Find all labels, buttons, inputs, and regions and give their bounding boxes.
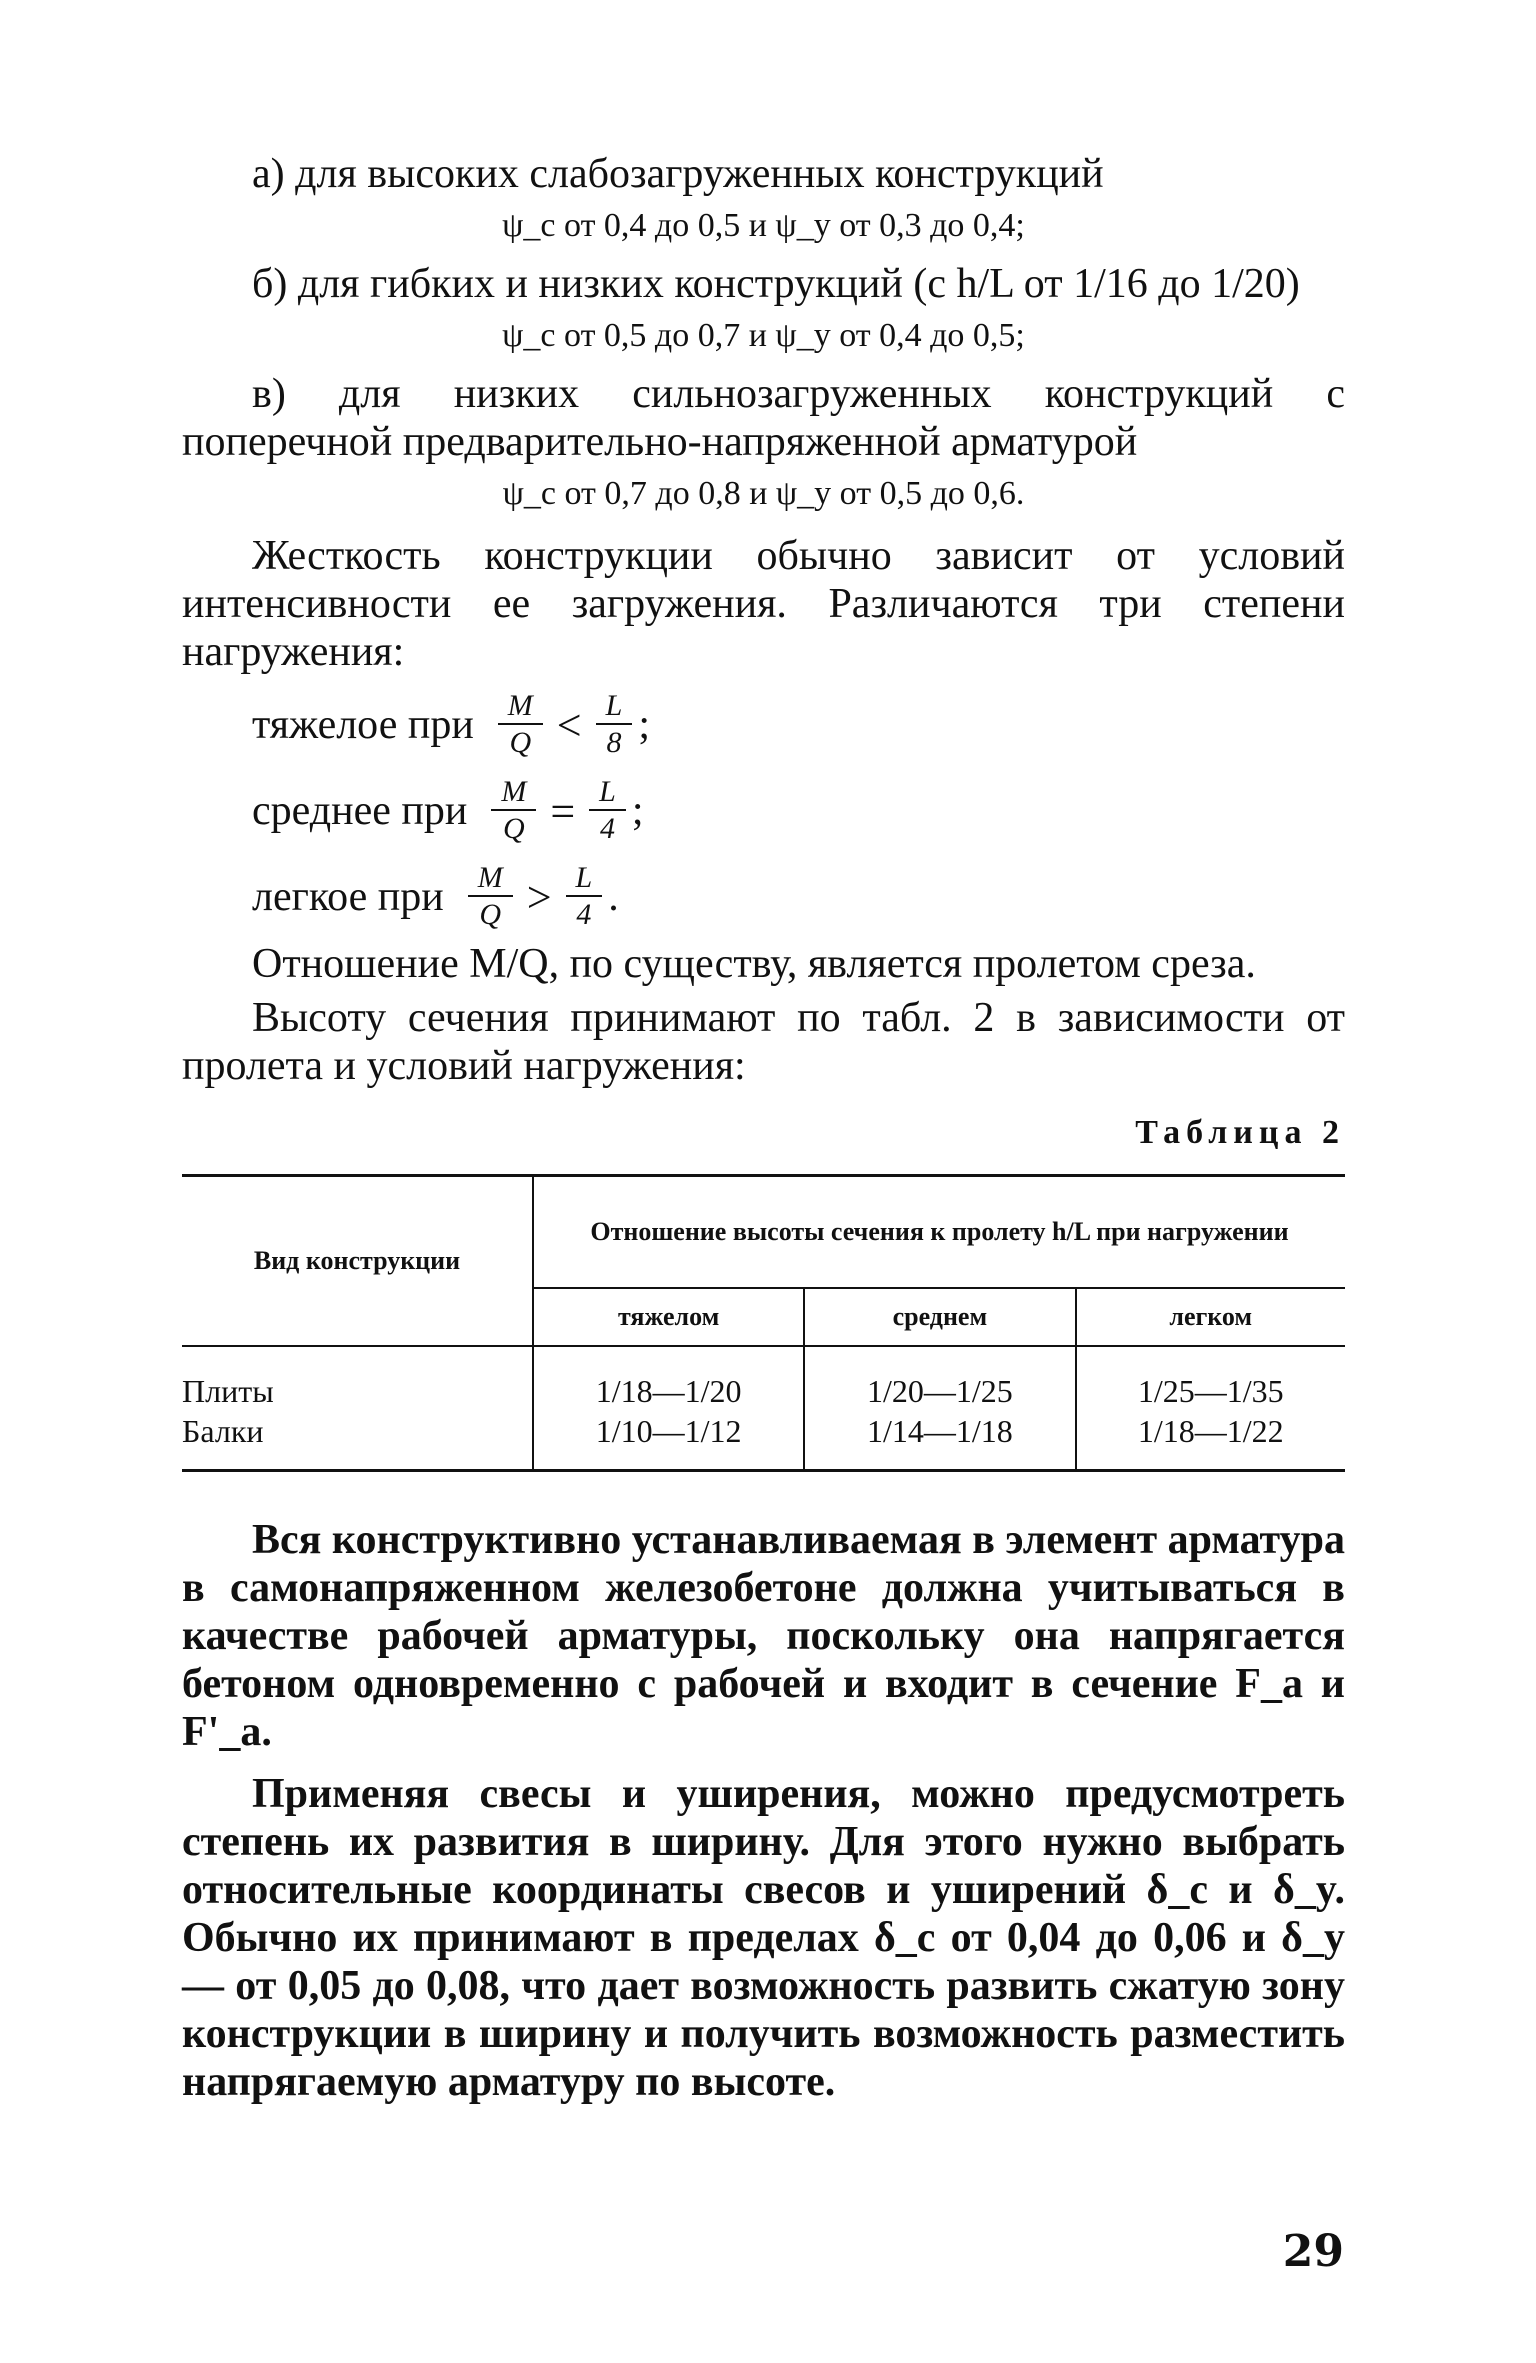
denominator: Q: [509, 726, 532, 759]
column-header-light: легком: [1076, 1288, 1345, 1346]
table-cell-light: [1076, 1346, 1345, 1471]
numerator: M: [491, 775, 536, 811]
table-cell-names: [182, 1346, 533, 1471]
list-item-a: а) для высоких слабозагруженных конструкций: [252, 151, 1104, 197]
denominator: 4: [599, 812, 615, 845]
column-header-heavy: тяжелом: [533, 1288, 804, 1346]
denominator: Q: [502, 812, 525, 845]
relation-sign: <: [556, 700, 582, 750]
column-header-medium: среднем: [804, 1288, 1075, 1346]
condition-b: ψ_c от 0,5 до 0,7 и ψ_y от 0,4 до 0,5;: [502, 317, 1025, 354]
table-cell-medium: [804, 1346, 1075, 1471]
relation-sign: >: [526, 872, 552, 922]
list-item-b: б) для гибких и низких конструкций (с h/L от 1/16 до 1/20): [252, 261, 1300, 307]
paragraph-shear-span: Отношение M/Q, по существу, является пролетом среза.: [252, 941, 1256, 987]
paragraph-overhangs: Применяя свесы и уширения, можно предусмотреть степень их развития в ширину. Для этого нужно выбрать относительные координаты свесов и уширений δ_c и δ_y. Обычно их принимают в пределах δ_c от 0,04 до 0,06 и δ_y — от 0,05 до 0,08, что дает возможность развить сжатую зону конструкции в ширину и получить возможность разместить напрягаемую арматуру по высоте.: [182, 1771, 1345, 2105]
condition-c: ψ_c от 0,7 до 0,8 и ψ_y от 0,5 до 0,6.: [502, 475, 1025, 512]
value: 1/14—1/18: [867, 1413, 1013, 1449]
table-row: [182, 1346, 1345, 1471]
table-cell-heavy: [533, 1346, 804, 1471]
row-name-slabs: Плиты: [182, 1373, 274, 1409]
denominator: 4: [576, 898, 592, 931]
ratio-label: среднее при: [252, 788, 468, 834]
group-header: Отношение высоты сечения к пролету h/L при нагружении: [533, 1176, 1345, 1289]
fraction: [589, 775, 626, 847]
page-content: [182, 150, 1345, 2106]
paragraph-height: Высоту сечения принимают по табл. 2 в зависимости от пролета и условий нагружения:: [182, 995, 1345, 1089]
value: 1/20—1/25: [867, 1373, 1013, 1409]
column-header-type: Вид конструкции: [253, 1246, 461, 1275]
value: 1/18—1/22: [1137, 1413, 1284, 1449]
condition-a: ψ_c от 0,4 до 0,5 и ψ_y от 0,3 до 0,4;: [502, 207, 1025, 244]
fraction: [498, 689, 543, 761]
ratio-light: [182, 854, 1345, 940]
ratio-label: тяжелое при: [252, 702, 474, 748]
fraction: [596, 689, 633, 761]
denominator: Q: [479, 898, 502, 931]
list-item-c: в) для низких сильнозагруженных конструкций с поперечной предварительно-напряженной арматурой: [182, 371, 1345, 465]
ratio-end: ;: [631, 788, 644, 834]
table-caption: Таблица 2: [1135, 1114, 1345, 1151]
numerator: L: [589, 775, 626, 811]
numerator: L: [596, 689, 633, 725]
denominator: 8: [606, 726, 622, 759]
data-table: [182, 1174, 1345, 1472]
value: 1/10—1/12: [595, 1413, 742, 1449]
numerator: L: [566, 861, 603, 897]
ratio-end: .: [608, 874, 619, 920]
ratio-medium: [182, 768, 1345, 854]
value: 1/18—1/20: [595, 1373, 742, 1409]
ratio-label: легкое при: [252, 874, 444, 920]
page-number: 29: [1282, 2226, 1344, 2277]
ratio-end: ;: [638, 702, 650, 748]
numerator: M: [498, 689, 543, 725]
paragraph-reinforcement: Вся конструктивно устанавливаемая в элемент арматура в самонапряженном железобетоне должна учитываться в качестве рабочей арматуры, поскольку она напрягается бетоном одновременно с рабочей и входит в сечение F_a и F'_a.: [182, 1517, 1345, 1755]
row-name-beams: Балки: [182, 1413, 264, 1449]
paragraph-stiffness: Жесткость конструкции обычно зависит от условий интенсивности ее загружения. Различаются три степени нагружения:: [182, 533, 1345, 675]
fraction: [566, 861, 603, 933]
relation-sign: =: [550, 786, 576, 836]
numerator: M: [468, 861, 513, 897]
value: 1/25—1/35: [1137, 1373, 1284, 1409]
ratio-list: [182, 682, 1345, 940]
fraction: [491, 775, 536, 847]
fraction: [468, 861, 513, 933]
ratio-heavy: [182, 682, 1345, 768]
